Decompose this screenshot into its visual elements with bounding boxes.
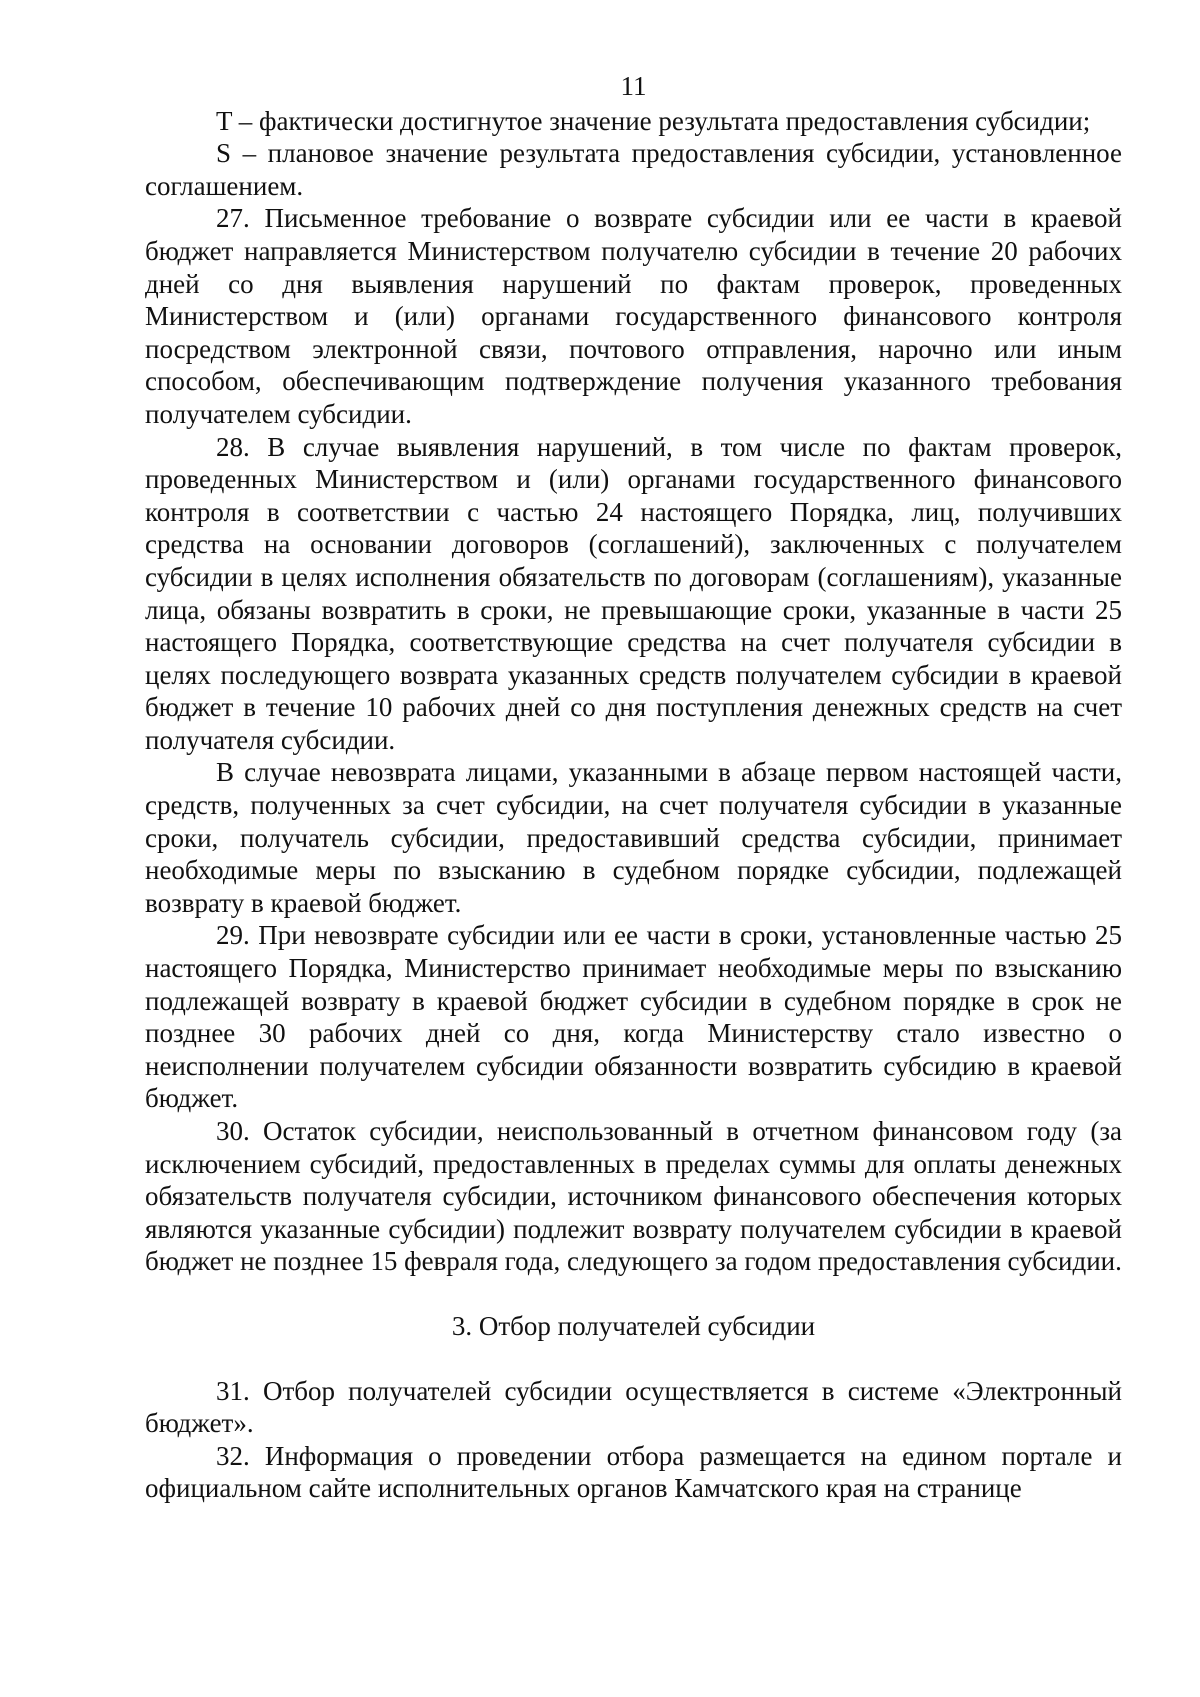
page-number: 11 (620, 71, 647, 101)
paragraph-t-definition: T – фактически достигнутое значение результата предоставления субсидии; (216, 105, 1091, 136)
paragraph-32: 32. Информация о проведении отбора размещается на едином портале и официальном сайте исполнительных органов Камчатского края на странице (145, 1440, 1122, 1504)
section-heading: 3. Отбор получателей субсидии (451, 1310, 816, 1341)
paragraph-27: 27. Письменное требование о возврате субсидии или ее части в краевой бюджет направляется Министерством получателю субсидии в течение 20 рабочих дней со дня выявления нарушений по фактам проверок, проведенных Министерством и (или) органами государственного финансового контроля посредством электронной связи, почтового отправления, нарочно или иным способом, обеспечивающим подтверждение получения указанного требования получателем субсидии. (145, 203, 1122, 429)
paragraph-28: 28. В случае выявления нарушений, в том числе по фактам проверок, проведенных Министерством и (или) органами государственного финансового контроля в соответствии с частью 24 настоящего Порядка, лиц, получивших средства на основании договоров (соглашений), заключенных с получателем субсидии в целях исполнения обязательств по договорам (соглашениям), указанные лица, обязаны возвратить в сроки, не превышающие сроки, указанные в части 25 настоящего Порядка, соответствующие средства на счет получателя субсидии в целях последующего возврата указанных средств получателем субсидии в краевой бюджет в течение 10 рабочих дней со дня поступления денежных средств на счет получателя субсидии. (145, 431, 1122, 755)
document-page (145, 70, 1122, 1505)
paragraph-29: 29. При невозврате субсидии или ее части в сроки, установленные частью 25 настоящего Порядка, Министерство принимает необходимые меры по взысканию подлежащей возврату в краевой бюджет субсидии в судебном порядке в срок не позднее 30 рабочих дней со дня, когда Министерству стало известно о неисполнении получателем субсидии обязанности возвратить субсидию в краевой бюджет. (145, 920, 1122, 1114)
paragraph-s-definition: S – плановое значение результата предоставления субсидии, установленное соглашением. (145, 138, 1122, 201)
paragraph-30: 30. Остаток субсидии, неиспользованный в отчетном финансовом году (за исключением субсидий, предоставленных в пределах суммы для оплаты денежных обязательств получателя субсидии, источником финансового обеспечения которых являются указанные субсидии) подлежит возврату получателем субсидии в краевой бюджет не позднее 15 февраля года, следующего за годом предоставления субсидии. (145, 1116, 1122, 1277)
paragraph-28-second: В случае невозврата лицами, указанными в абзаце первом настоящей части, средств, полученных за счет субсидии, на счет получателя субсидии в указанные сроки, получатель субсидии, предоставивший средства субсидии, принимает необходимые меры по взысканию в судебном порядке субсидии, подлежащей возврату в краевой бюджет. (145, 757, 1122, 918)
paragraph-31: 31. Отбор получателей субсидии осуществляется в системе «Электронный бюджет». (145, 1375, 1122, 1439)
